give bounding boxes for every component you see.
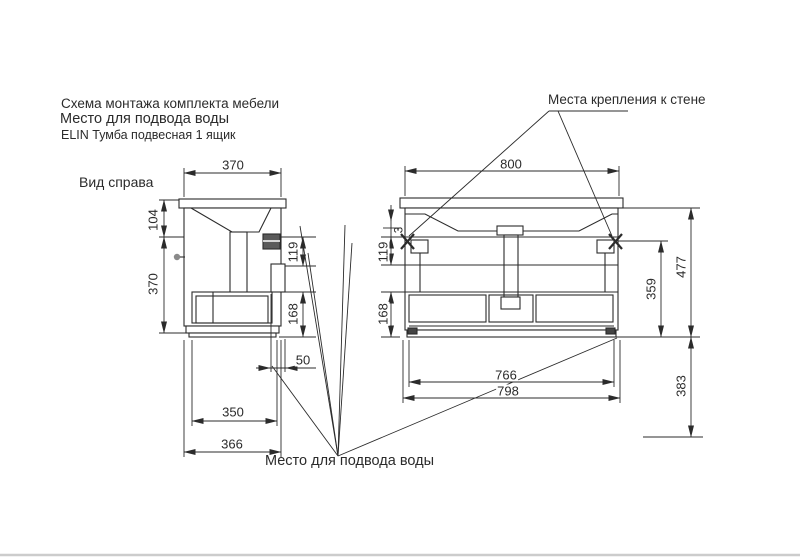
side-view-drawing: [174, 199, 286, 337]
title-line-3: ELIN Тумба подвесная 1 ящик: [61, 128, 236, 142]
dim-front-width: 800: [500, 156, 522, 172]
dim-side-depth-inner: 350: [222, 404, 244, 420]
dim-side-water-top: 119: [285, 241, 301, 263]
dim-front-bracket-top: 3: [393, 226, 406, 234]
wall-mount-label: Места крепления к стене: [548, 92, 706, 107]
dim-side-water-bottom: 168: [285, 303, 301, 325]
title-line-1: Схема монтажа комплекта мебели: [61, 96, 280, 111]
dim-front-floor-gap: 383: [673, 375, 689, 397]
dim-side-width: 370: [222, 157, 244, 173]
water-supply-label: Место для подвода воды: [265, 453, 434, 469]
dim-front-width-inner: 766: [495, 367, 517, 383]
dim-front-water-top: 119: [375, 241, 391, 263]
dim-side-basin-depth: 104: [145, 209, 161, 231]
dim-side-depth-outer: 366: [221, 436, 243, 452]
side-view-label: Вид справа: [79, 174, 154, 190]
dim-front-height: 477: [673, 256, 689, 278]
dim-side-water-back: 50: [295, 352, 311, 368]
front-view-drawing: [400, 198, 623, 337]
dim-side-body-height: 370: [145, 273, 161, 295]
title-line-2: Место для подвода воды: [60, 111, 229, 127]
dim-front-width-outer: 798: [497, 383, 519, 399]
dim-front-water-bottom: 168: [375, 303, 391, 325]
dim-front-bracket-bottom: 359: [643, 278, 659, 300]
